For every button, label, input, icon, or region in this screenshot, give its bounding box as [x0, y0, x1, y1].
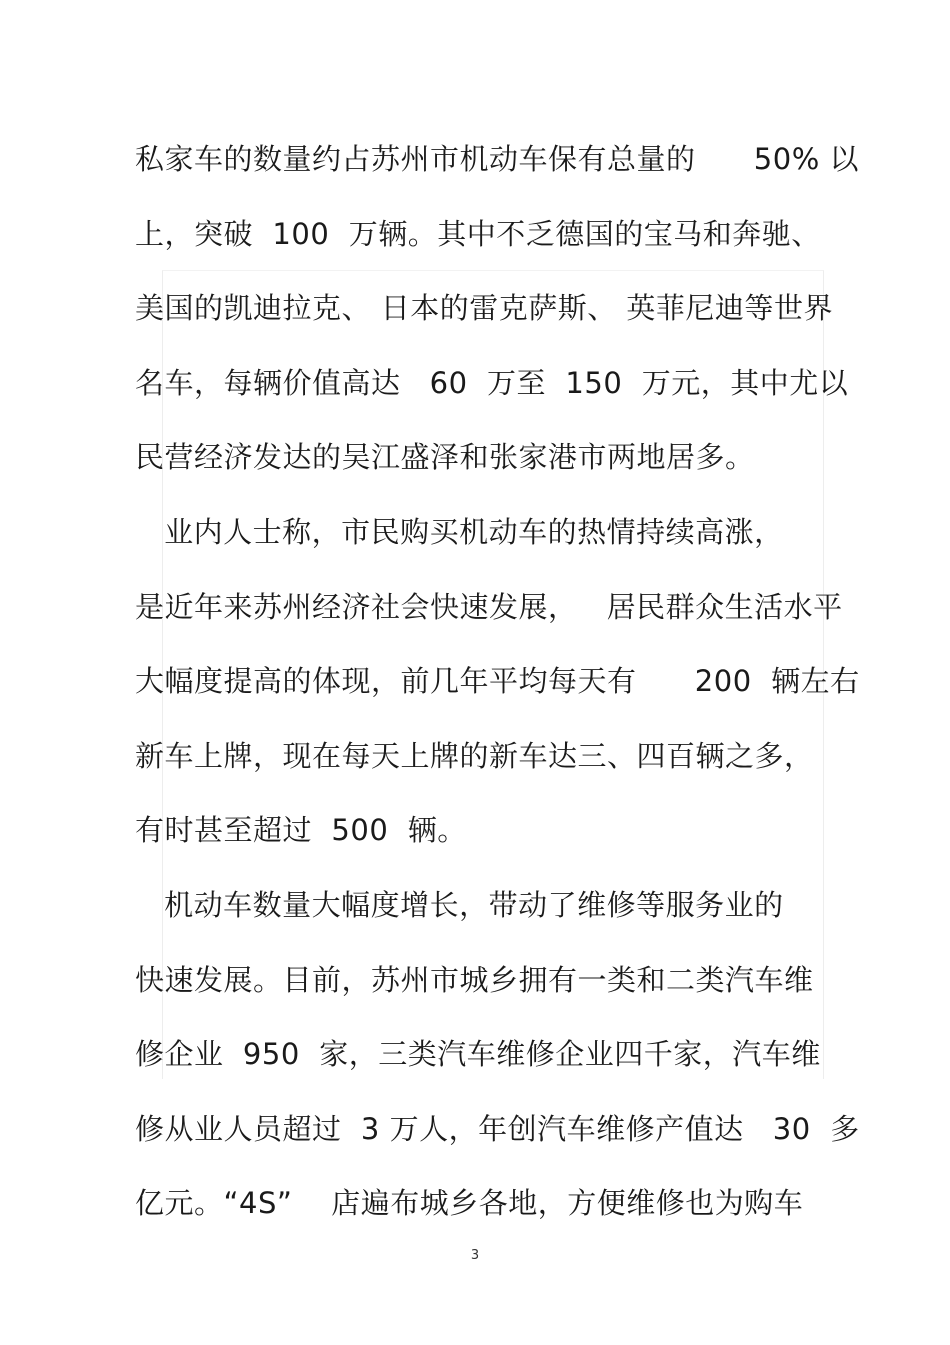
text-line: 名车，每辆价值高达 60 万至 150 万元，其中尤以 [135, 365, 849, 400]
text-line: 民营经济发达的吴江盛泽和张家港市两地居多。 [135, 440, 755, 475]
text-line: 美国的凯迪拉克、 日本的雷克萨斯、 英菲尼迪等世界 [135, 291, 833, 326]
text-line: 新车上牌，现在每天上牌的新车达三、四百辆之多， [135, 738, 814, 773]
page-number: 3 [470, 1248, 480, 1263]
text-line: 是近年来苏州经济社会快速发展， 居民群众生活水平 [135, 589, 843, 624]
text-line: 业内人士称，市民购买机动车的热情持续高涨， [135, 514, 784, 549]
text-line: 大幅度提高的体现，前几年平均每天有 200 辆左右 [135, 664, 860, 699]
text-line: 有时甚至超过 500 辆。 [135, 813, 467, 848]
text-line: 修企业 950 家，三类汽车维修企业四千家，汽车维 [135, 1037, 821, 1072]
text-line: 快速发展。目前，苏州市城乡拥有一类和二类汽车维 [135, 962, 814, 997]
body-text [135, 136, 865, 1255]
text-line: 修从业人员超过 3 万人，年创汽车维修产值达 30 多 [135, 1111, 860, 1146]
text-line: 机动车数量大幅度增长，带动了维修等服务业的 [135, 887, 784, 922]
text-line: 私家车的数量约占苏州市机动车保有总量的 50% 以 [135, 142, 859, 176]
text-line: 亿元。“4S” 店遍布城乡各地，方便维修也为购车 [135, 1186, 804, 1221]
text-line: 上，突破 100 万辆。其中不乏德国的宝马和奔驰、 [135, 216, 821, 251]
